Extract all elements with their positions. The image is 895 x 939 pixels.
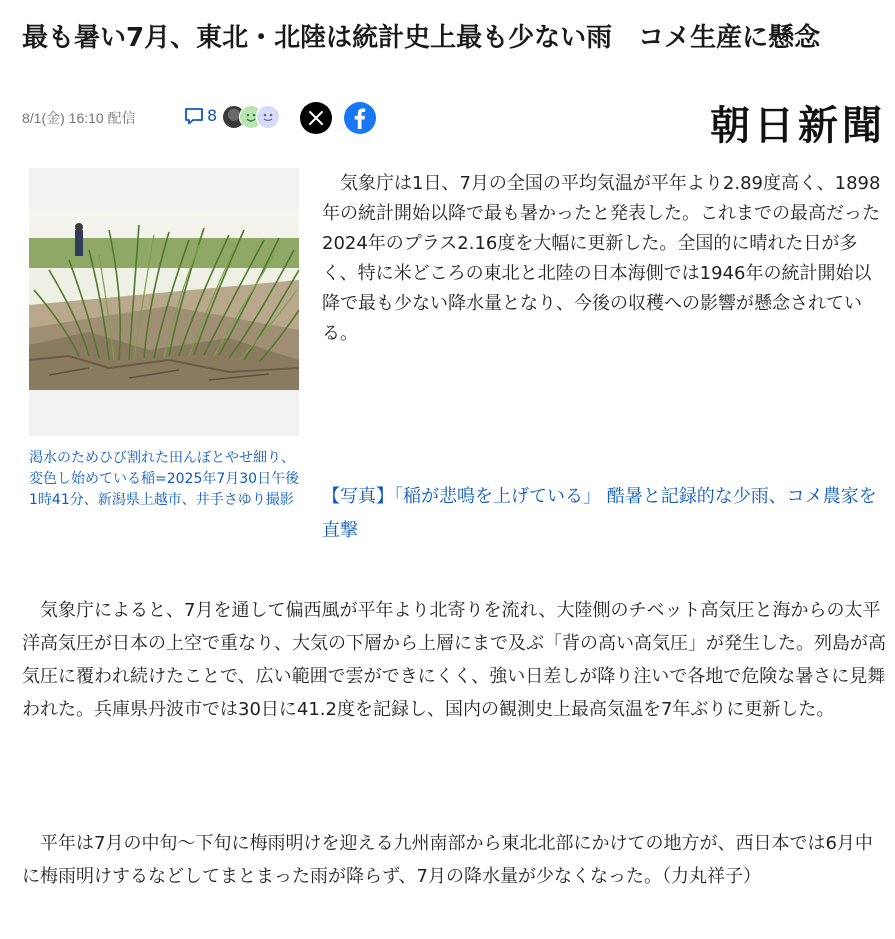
share-x-button[interactable] xyxy=(300,102,332,134)
comment-count: 8 xyxy=(207,106,218,125)
facebook-logo-icon xyxy=(344,102,376,134)
article-meta xyxy=(22,98,892,149)
article-photo[interactable] xyxy=(29,168,299,436)
article-headline: 最も暑い7月、東北・北陸は統計史上最も少ない雨 コメ生産に懸念 xyxy=(22,23,821,54)
publish-date: 8/1(金) 16:10 配信 xyxy=(22,110,136,126)
rice-field-photo xyxy=(29,210,299,390)
related-photo-link[interactable]: 【写真】「稲が悲鳴を上げている」 酷暑と記録的な少雨、コメ農家を直撃 xyxy=(322,486,877,541)
avatar xyxy=(256,105,280,129)
comment-bubble-icon xyxy=(184,107,204,125)
commenter-avatars xyxy=(222,105,286,129)
lead-paragraph: 気象庁は1日、7月の全国の平均気温が平年より2.89度高く、1898年の統計開始以降で最も暑かったと発表した。これまでの最高だった2024年のプラス2.16度を大幅に更新した。全国的に晴れた日が多く、特に米どころの東北と北陸の日本海側では1946年の統計開始以降で最も少ない降水量となり、今後の収穫への影響が懸念されている。 xyxy=(322,173,881,344)
share-facebook-button[interactable] xyxy=(344,102,376,134)
x-logo-icon xyxy=(308,110,324,126)
comments-link[interactable] xyxy=(184,106,217,125)
body-paragraph: 平年は7月の中旬～下旬に梅雨明けを迎える九州南部から東北北部にかけての地方が、西日本では6月中に梅雨明けするなどしてまとまった雨が降らず、7月の降水量が少なくなった。（力丸祥子） xyxy=(22,833,873,887)
publisher-logo[interactable]: 朝日新聞 xyxy=(710,102,886,149)
body-paragraph: 気象庁によると、7月を通して偏西風が平年より北寄りを流れ、大陸側のチベット高気圧と海からの太平洋高気圧が日本の上空で重なり、大気の下層から上層にまで及ぶ「背の高い高気圧」が発生した。列島が高気圧に覆われ続けたことで、広い範囲で雲ができにくく、強い日差しが降り注いで各地で危険な暑さに見舞われた。兵庫県丹波市では30日に41.2度を記録し、国内の観測史上最高気温を7年ぶりに更新した。 xyxy=(22,600,886,720)
photo-caption[interactable]: 渇水のためひび割れた田んぼとやせ細り、変色し始めている稲=2025年7月30日午後1時41分、新潟県上越市、井手さゆり撮影 xyxy=(29,450,300,508)
